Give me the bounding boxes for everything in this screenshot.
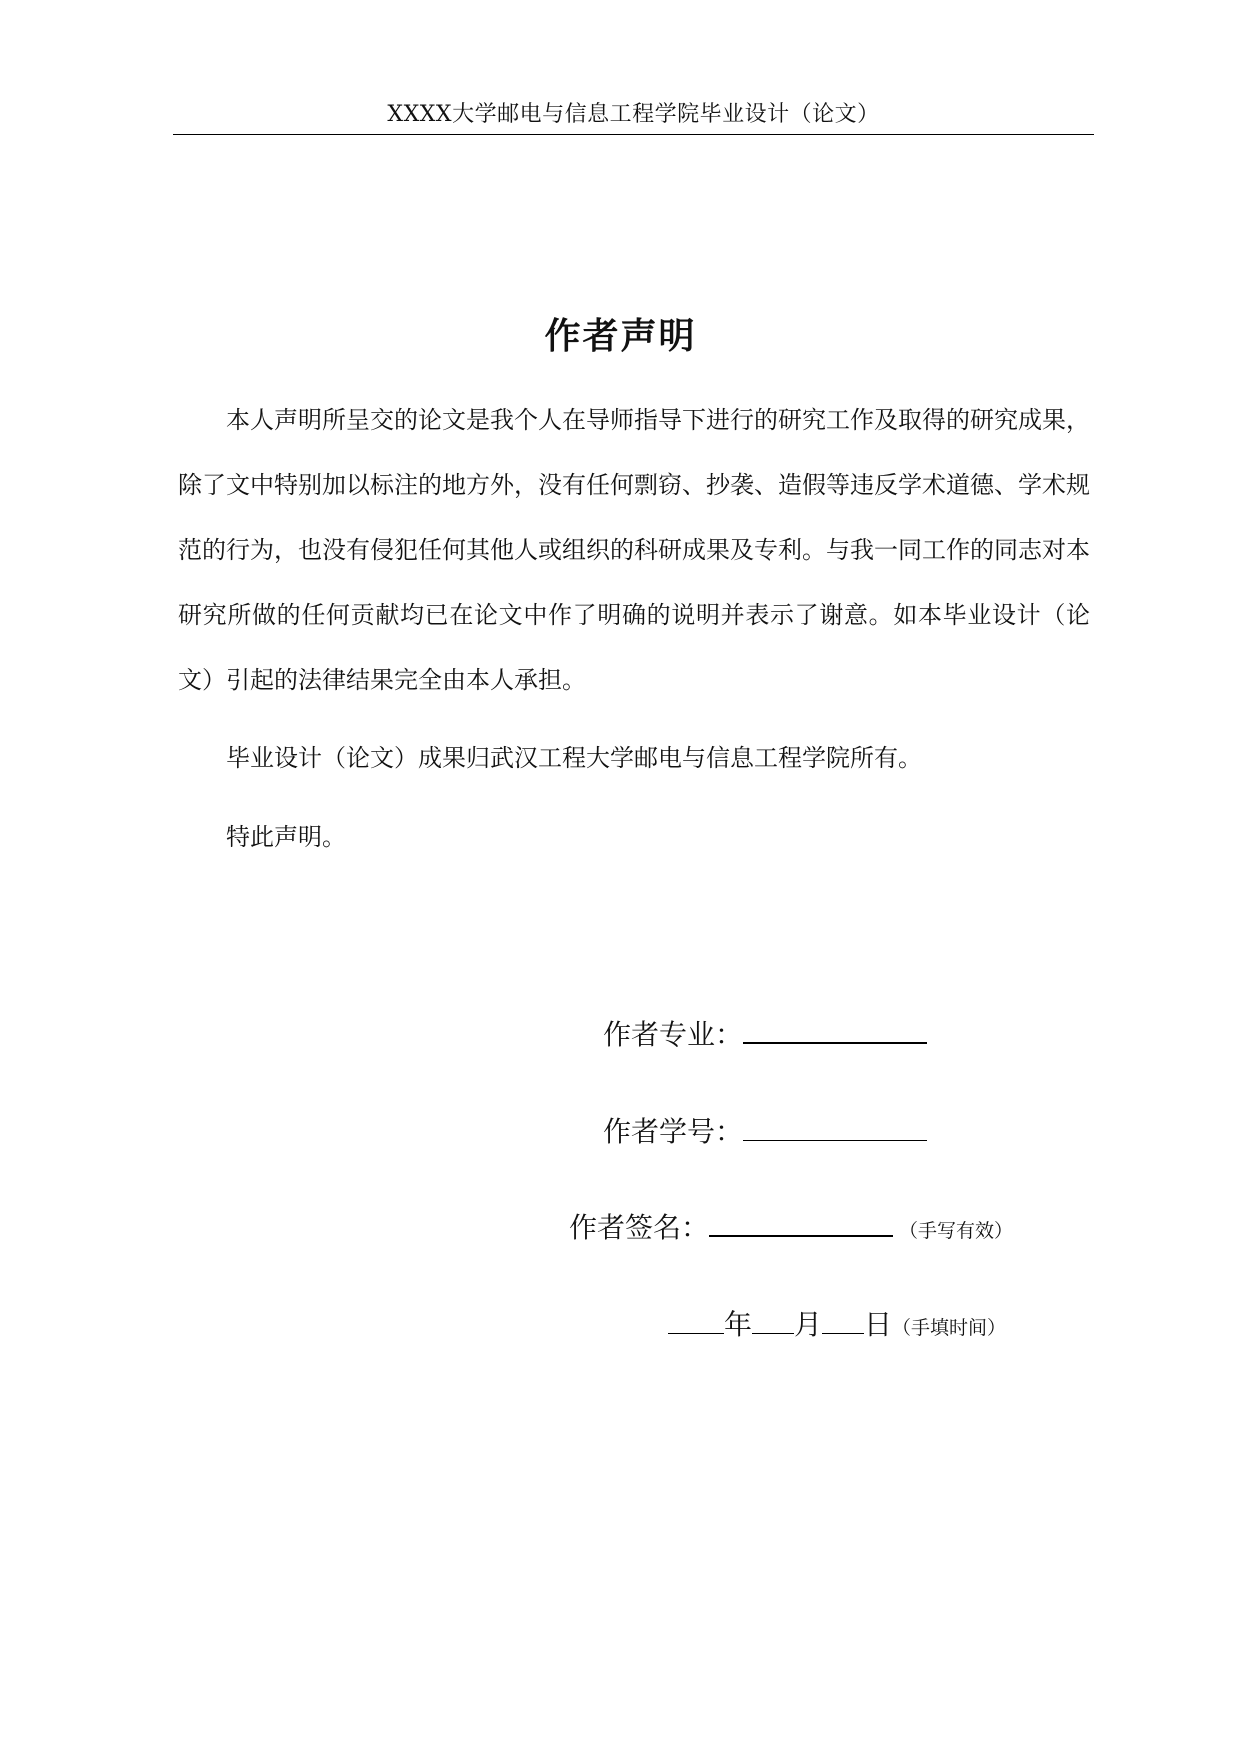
year-label: 年 [724, 1308, 753, 1341]
date-note: （手填时间） [892, 1317, 1007, 1339]
month-label: 月 [794, 1308, 823, 1341]
month-field[interactable] [752, 1307, 794, 1334]
signature-note: （手写有效） [899, 1220, 1014, 1242]
author-major-label: 作者专业： [603, 1018, 744, 1051]
author-major-field[interactable] [743, 1016, 927, 1044]
day-field[interactable] [822, 1307, 864, 1334]
page-header: XXXX大学邮电与信息工程学院毕业设计（论文） [387, 102, 880, 127]
closing-paragraph: 特此声明。 [226, 823, 346, 851]
page-title: 作者声明 [544, 316, 697, 357]
author-signature-label: 作者签名： [569, 1211, 710, 1244]
author-signature-row [569, 1208, 1013, 1251]
day-label: 日 [864, 1308, 893, 1341]
author-id-field[interactable] [743, 1114, 927, 1141]
author-signature-field[interactable] [709, 1209, 893, 1237]
declaration-paragraph: 本人声明所呈交的论文是我个人在导师指导下进行的研究工作及取得的研究成果，除了文中特别加以标注的地方外，没有任何剽窃、抄袭、造假等违反学术道德、学术规范的行为，也没有侵犯任何其他人或组织的科研成果及专利。与我一同工作的同志对本研究所做的任何贡献均已在论文中作了明确的说明并表示了谢意。如本毕业设计（论文）引起的法律结果完全由本人承担。 [178, 406, 1090, 694]
header-divider [173, 134, 1094, 135]
author-id-row [603, 1112, 927, 1152]
year-field[interactable] [668, 1307, 724, 1334]
ownership-paragraph: 毕业设计（论文）成果归武汉工程大学邮电与信息工程学院所有。 [226, 744, 922, 772]
date-row [668, 1305, 1006, 1348]
author-id-label: 作者学号： [603, 1115, 744, 1148]
author-major-row [603, 1015, 927, 1055]
